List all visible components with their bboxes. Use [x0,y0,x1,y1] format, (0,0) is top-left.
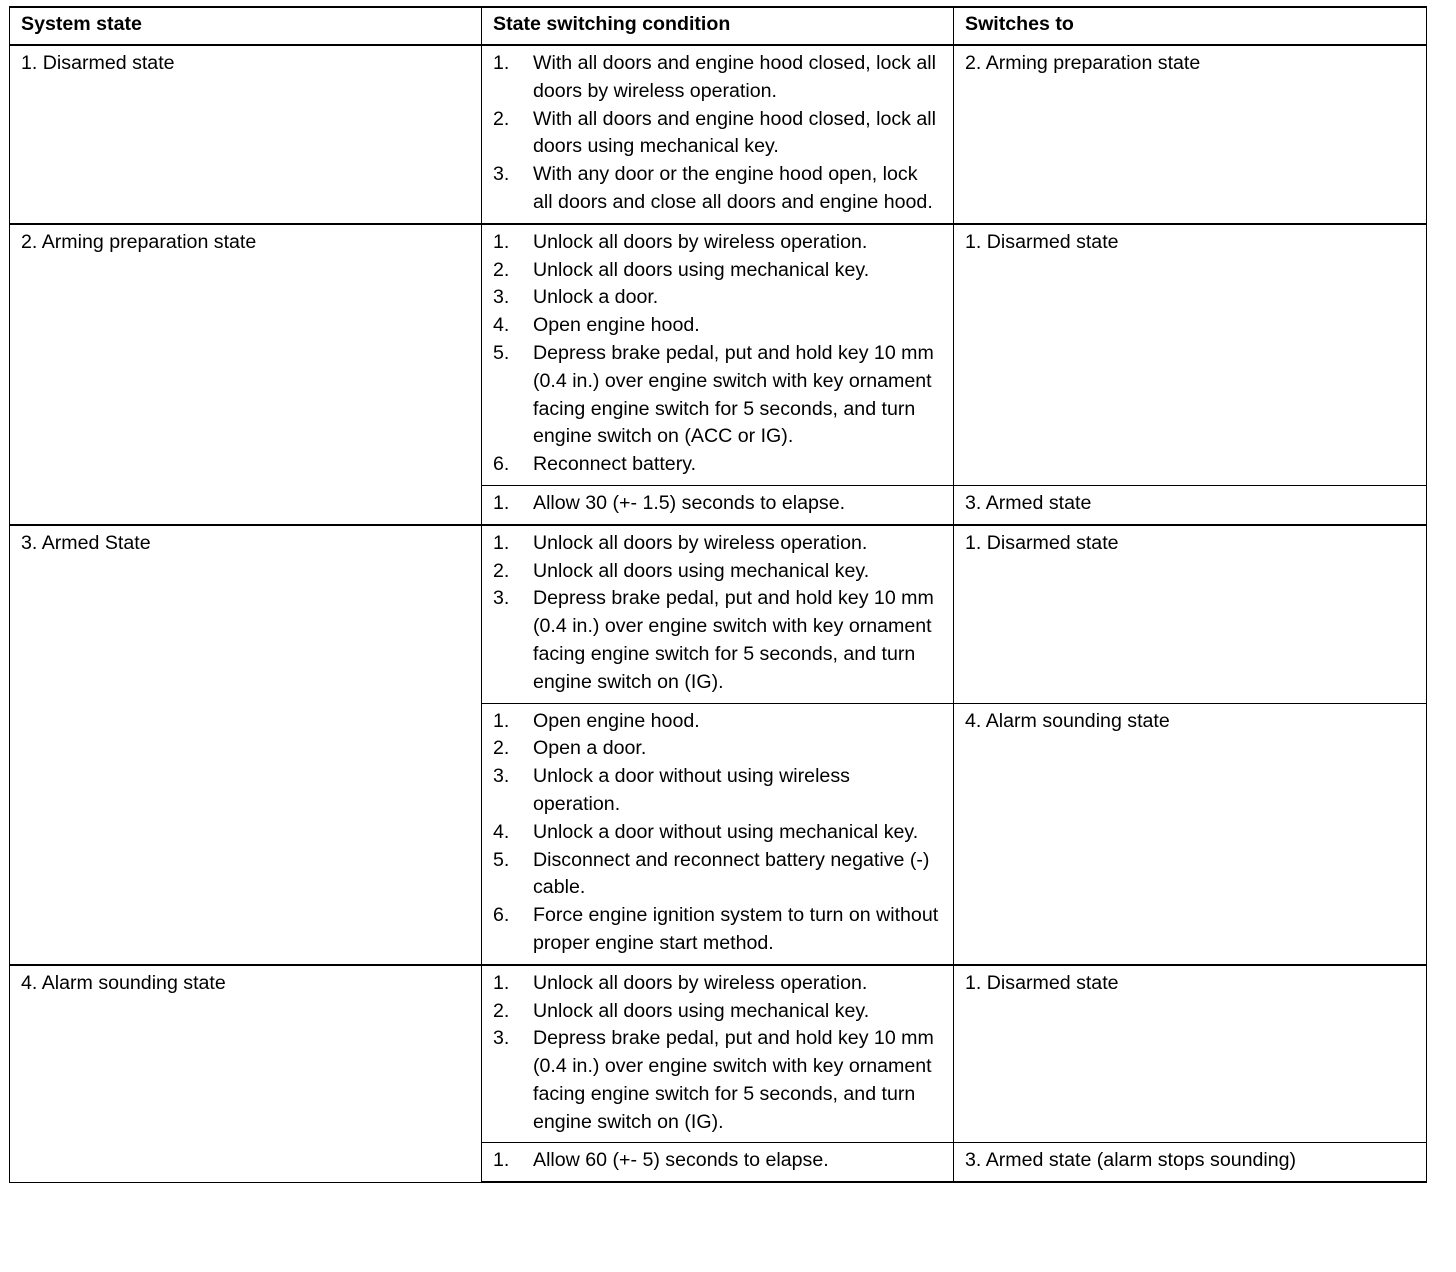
condition-number: 1. [493,709,510,732]
condition-number: 2. [493,737,510,760]
condition-list [493,229,942,479]
condition-item [493,257,942,285]
condition-number: 3. [493,286,510,309]
condition-text: Unlock all doors using mechanical key. [533,559,870,582]
header-state-switching-condition: State switching condition [482,7,954,45]
condition-item [493,312,942,340]
condition-item [493,847,942,903]
table-row [10,45,1427,224]
condition-text: Unlock all doors using mechanical key. [533,999,870,1022]
condition-list [493,1147,942,1175]
condition-number: 6. [493,453,510,476]
condition-number: 3. [493,587,510,610]
condition-cell [482,224,954,486]
condition-text: Unlock a door without using wireless operation. [533,765,850,815]
condition-text: Force engine ignition system to turn on without proper engine start method. [533,904,939,954]
switches-to-cell: 3. Armed state [954,485,1427,524]
header-system-state: System state [10,7,482,45]
condition-item [493,106,942,162]
condition-number: 1. [493,971,510,994]
table-row [10,525,1427,703]
header-row [10,7,1427,45]
state-transition-table [9,6,1427,1183]
switches-to-cell: 3. Armed state (alarm stops sounding) [954,1143,1427,1182]
condition-item [493,902,942,958]
condition-text: Unlock all doors by wireless operation. [533,230,868,253]
condition-item [493,735,942,763]
condition-item [493,161,942,217]
condition-item [493,819,942,847]
condition-cell [482,1143,954,1182]
condition-list [493,708,942,958]
condition-number: 1. [493,531,510,554]
switches-to-cell: 1. Disarmed state [954,965,1427,1143]
condition-number: 5. [493,341,510,364]
condition-text: Open engine hood. [533,314,700,337]
condition-item [493,229,942,257]
condition-number: 1. [493,1149,510,1172]
condition-item [493,708,942,736]
condition-number: 2. [493,559,510,582]
condition-number: 3. [493,1027,510,1050]
switches-to-cell: 1. Disarmed state [954,525,1427,703]
system-state-cell: 3. Armed State [10,525,482,965]
condition-text: Reconnect battery. [533,453,697,476]
switches-to-cell: 2. Arming preparation state [954,45,1427,224]
condition-text: Allow 60 (+- 5) seconds to elapse. [533,1149,829,1172]
condition-text: Unlock all doors by wireless operation. [533,971,868,994]
system-state-cell: 4. Alarm sounding state [10,965,482,1183]
header-switches-to: Switches to [954,7,1427,45]
table-body [10,45,1427,1182]
condition-list [493,970,942,1137]
table-row [10,224,1427,486]
condition-text: Unlock all doors by wireless operation. [533,531,868,554]
condition-list [493,530,942,697]
condition-item [493,558,942,586]
system-state-cell: 1. Disarmed state [10,45,482,224]
condition-item [493,284,942,312]
condition-text: With all doors and engine hood closed, lock all doors by wireless operation. [533,52,937,102]
condition-cell [482,485,954,524]
condition-cell [482,965,954,1143]
condition-text: Unlock all doors using mechanical key. [533,258,870,281]
condition-number: 1. [493,230,510,253]
condition-text: Depress brake pedal, put and hold key 10 mm (0.4 in.) over engine switch with key ornament facing engine switch for 5 seconds, and turn engine switch on (IG). [533,587,934,693]
condition-number: 2. [493,258,510,281]
condition-item [493,50,942,106]
table-header [10,7,1427,45]
condition-item [493,340,942,451]
condition-cell [482,525,954,703]
condition-text: Disconnect and reconnect battery negative (-) cable. [533,848,930,899]
condition-number: 5. [493,848,510,871]
condition-number: 6. [493,904,510,927]
switches-to-cell: 1. Disarmed state [954,224,1427,486]
condition-text: Open a door. [533,737,647,760]
condition-item [493,998,942,1026]
condition-text: With any door or the engine hood open, lock all doors and close all doors and engine hood. [533,163,933,213]
condition-item [493,451,942,479]
condition-number: 4. [493,314,510,337]
condition-text: Open engine hood. [533,709,700,732]
condition-number: 3. [493,163,510,186]
system-state-cell: 2. Arming preparation state [10,224,482,525]
table-row [10,965,1427,1143]
condition-text: Unlock a door. [533,286,659,309]
condition-list [493,50,942,217]
condition-text: Depress brake pedal, put and hold key 10 mm (0.4 in.) over engine switch with key ornament facing engine switch for 5 seconds, and turn engine switch on (IG). [533,1027,934,1133]
condition-number: 3. [493,765,510,788]
condition-item [493,1025,942,1136]
condition-item [493,763,942,819]
condition-number: 2. [493,999,510,1022]
condition-text: Depress brake pedal, put and hold key 10 mm (0.4 in.) over engine switch with key ornament facing engine switch for 5 seconds, and turn engine switch on (ACC or IG). [533,341,934,448]
condition-number: 4. [493,820,510,843]
condition-number: 1. [493,52,510,74]
condition-number: 1. [493,491,510,514]
condition-item [493,585,942,696]
condition-item [493,490,942,518]
condition-item [493,970,942,998]
condition-text: With all doors and engine hood closed, lock all doors using mechanical key. [533,107,937,158]
switches-to-cell: 4. Alarm sounding state [954,703,1427,965]
condition-cell [482,45,954,224]
condition-item [493,1147,942,1175]
condition-text: Unlock a door without using mechanical key. [533,820,919,843]
condition-text: Allow 30 (+- 1.5) seconds to elapse. [533,491,846,514]
condition-cell [482,703,954,965]
condition-number: 2. [493,107,510,130]
condition-list [493,490,942,518]
condition-item [493,530,942,558]
